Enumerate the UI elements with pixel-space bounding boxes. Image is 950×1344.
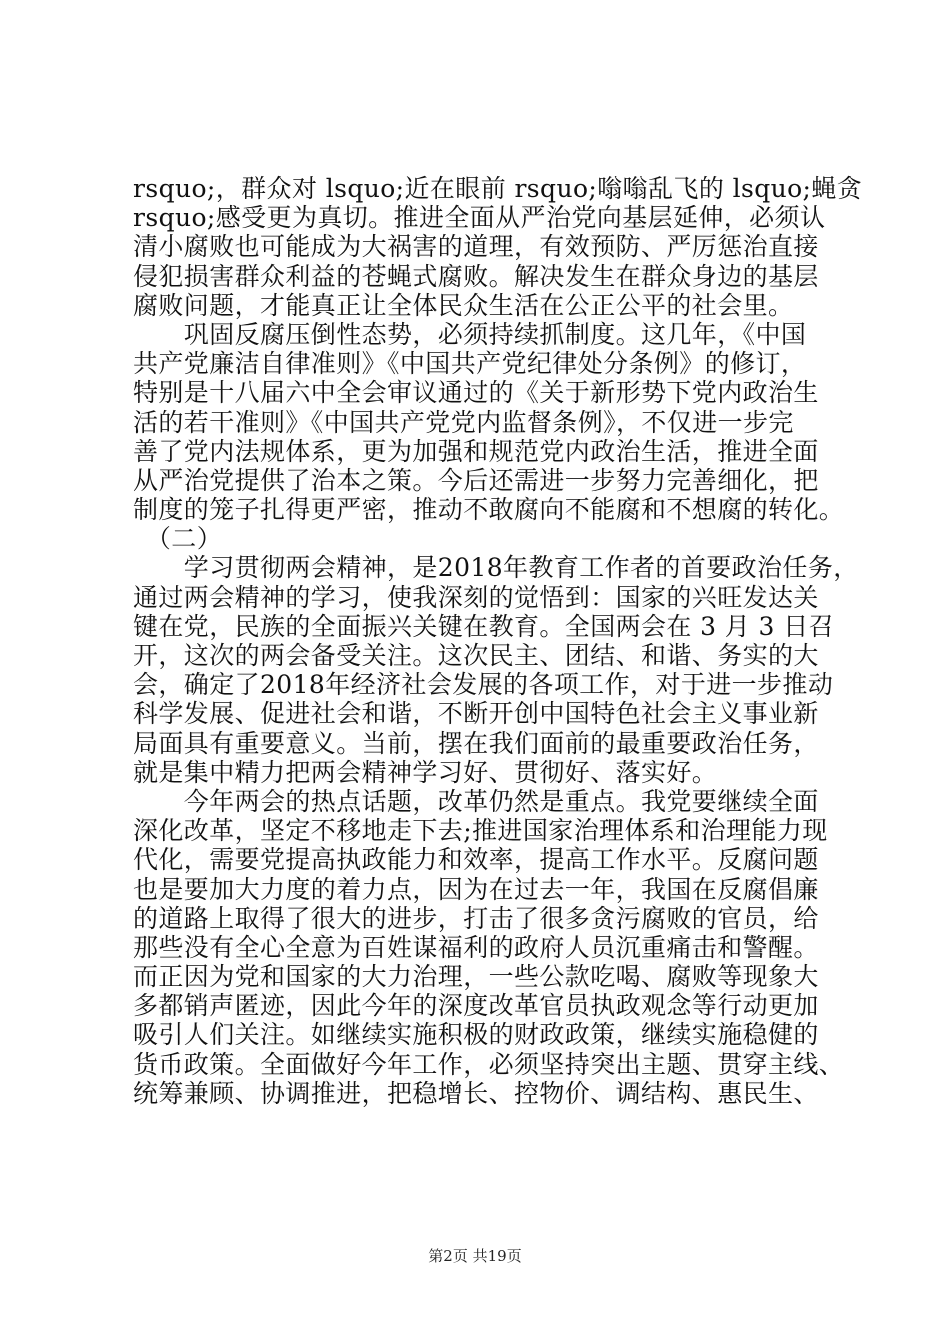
text-line: 善了党内法规体系，更为加强和规范党内政治生活，推进全面: [133, 436, 819, 466]
text-line: 腐败问题，才能真正让全体民众生活在公正公平的社会里。: [133, 290, 794, 320]
text-line: 深化改革，坚定不移地走下去;推进国家治理体系和治理能力现: [133, 816, 828, 846]
text-line: rsquo;，群众对 lsquo;近在眼前 rsquo;嗡嗡乱飞的 lsquo;蝇贪: [133, 174, 863, 203]
text-line: rsquo;感受更为真切。推进全面从严治党向基层延伸，必须认: [133, 203, 826, 233]
page-footer: 第2页 共19页: [428, 1247, 522, 1265]
text-line: 活的若干准则》《中国共产党党内监督条例》，不仅进一步完: [133, 407, 794, 437]
text-line: 学习贯彻两会精神，是2018年教育工作者的首要政治任务，: [133, 553, 859, 583]
text-line: 键在党，民族的全面振兴关键在教育。全国两会在 3 月 3 日召: [133, 611, 835, 641]
text-line: 也是要加大力度的着力点，因为在过去一年，我国在反腐倡廉: [133, 874, 819, 904]
text-line: 多都销声匿迹，因此今年的深度改革官员执政观念等行动更加: [133, 991, 819, 1021]
text-line: 会，确定了2018年经济社会发展的各项工作，对于进一步推动: [133, 670, 834, 700]
text-line: 巩固反腐压倒性态势，必须持续抓制度。这几年，《中国: [133, 319, 807, 349]
text-line: 局面具有重要意义。当前，摆在我们面前的最重要政治任务，: [133, 728, 819, 758]
text-line: 统筹兼顾、协调推进，把稳增长、控物价、调结构、惠民生、: [133, 1078, 819, 1108]
text-line: 吸引人们关注。如继续实施积极的财政政策，继续实施稳健的: [133, 1020, 819, 1050]
text-line: 的道路上取得了很大的进步，打击了很多贪污腐败的官员，给: [133, 903, 819, 933]
body-text: [133, 174, 863, 1108]
text-line: 共产党廉洁自律准则》《中国共产党纪律处分条例》的修订，: [133, 349, 807, 379]
text-line: 开，这次的两会备受关注。这次民主、团结、和谐、务实的大: [133, 641, 819, 670]
text-line: 而正因为党和国家的大力治理，一些公款吃喝、腐败等现象大: [133, 962, 819, 992]
text-line: 代化，需要党提高执政能力和效率，提高工作水平。反腐问题: [133, 845, 819, 875]
text-line: 特别是十八届六中全会审议通过的《关于新形势下党内政治生: [133, 378, 819, 408]
text-line: 那些没有全心全意为百姓谋福利的政府人员沉重痛击和警醒。: [133, 932, 819, 962]
text-line: 制度的笼子扎得更严密，推动不敢腐向不能腐和不想腐的转化。: [133, 495, 845, 525]
text-line: 货币政策。全面做好今年工作，必须坚持突出主题、贯穿主线、: [133, 1049, 845, 1079]
text-line: 就是集中精力把两会精神学习好、贯彻好、落实好。: [133, 757, 718, 787]
text-line: 科学发展、促进社会和谐，不断开创中国特色社会主义事业新: [133, 699, 819, 729]
text-line: 今年两会的热点话题，改革仍然是重点。我党要继续全面: [133, 786, 819, 816]
text-line: 侵犯损害群众利益的苍蝇式腐败。解决发生在群众身边的基层: [133, 261, 819, 291]
text-line: 通过两会精神的学习，使我深刻的觉悟到：国家的兴旺发达关: [133, 582, 819, 612]
text-line: 清小腐败也可能成为大祸害的道理，有效预防、严厉惩治直接: [133, 232, 819, 262]
section-heading: （二）: [133, 524, 223, 554]
text-line: 从严治党提供了治本之策。今后还需进一步努力完善细化，把: [133, 465, 819, 495]
